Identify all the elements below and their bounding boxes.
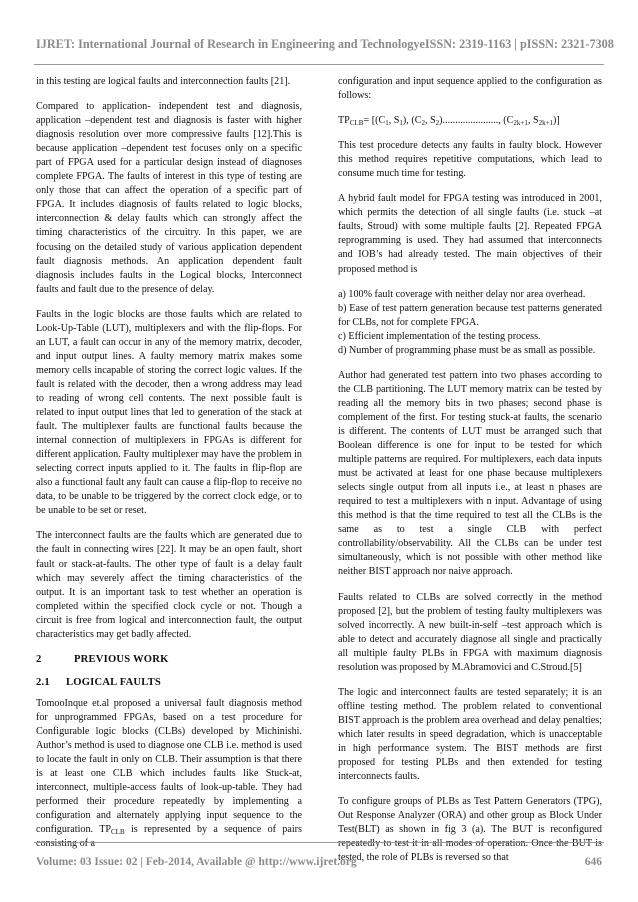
section-heading <box>36 653 302 666</box>
paragraph: Faults in the logic blocks are those faults which are related to Look-Up-Table (LUT), multiplexers and with the flip-flops. For an LUT, a fault can occur in any of the memory matrix, decoder, and input output lines. A faulty memory matrix makes some memory cells incapable of storing the correct logic values. If the fault is related with the decoder, then a wrong address may lead to reading of wrong cell contents. The next possible fault is related to input output lines that led to generation of the stack at fault. The multiplexer faults are functional faults because the internal connection of multiplexers in FPGAs is different for different application. Faulty multiplexer may have the problem in selecting correct inputs applied to it. The faults in flip-flop are also a functional fault any fault can cause a flip-flop to receive no data, to be unable to be triggered by the correct clock edge, or to be unable to be set or reset. <box>36 308 302 517</box>
volume-info: Volume: 03 Issue: 02 | Feb-2014, Available @ http://www.ijret.org <box>36 856 357 868</box>
issn-info: eISSN: 2319-1163 | pISSN: 2321-7308 <box>419 37 614 51</box>
paragraph: This test procedure detects any faults in faulty block. However this method requires repetitive computations, which lead to consume much time for testing. <box>338 140 602 180</box>
paragraph: Author had generated test pattern into two phases according to the CLB partitioning. The LUT memory matrix can be tested by reading all the memory bits in two phases; second phase is complement of the first. For testing stuck-at faults, the scenario is different. The contents of LUT must be arranged such that Boolean difference is one for input to be tested for which multiple patterns are required. For multiplexers, each data inputs must be activated at least for one phase because multiplexers selects single output from all inputs i.e., at least n phases are required to test a multiplexers with n input. Advantage of using this method is that the time required to test all the CLBs is the same as to test a single CLB with perfect controllability/observability. All the CLBs can be under test simultaneously, which is not possible with other method like neither BIST approach nor naive approach. <box>338 369 602 578</box>
section-title: PREVIOUS WORK <box>74 653 169 665</box>
paragraph: in this testing are logical faults and interconnection faults [21]. <box>36 76 291 87</box>
section-number: 2 <box>36 653 42 665</box>
page-number: 646 <box>584 856 602 868</box>
test-procedure-formula: $TP_{CLB}= [(C_1$, $S_1$), ($C_2$, $S_2$)......................, ($C_{2k+1}$, $S_{2k+1}$)] <box>338 115 560 128</box>
paragraph: configuration and input sequence applied to the configuration as follows: <box>338 76 602 102</box>
paragraph: The interconnect faults are the faults which are generated due to the fault in connecting wires [22]. It may be an open fault, short fault or stack-at-faults. The other type of fault is a delay fault which may severely affect the timing characteristics of the output. It is an important task to test whether an operation is completed within the specified clock cycle or not. Though a circuit is free from logical and interconnection fault, the output characteristics may get badly affected. <box>36 530 302 640</box>
objective-item: d) Number of programming phase must be as small as possible. <box>338 344 596 356</box>
objective-item: a) 100% fault coverage with neither delay nor area overhead. <box>338 288 586 300</box>
paragraph: Faults related to CLBs are solved correctly in the method proposed [2], but the problem of testing faulty multiplexers was solved incorrectly. A new built-in-self –test approach which is able to detect and accurately diagnose all single and practically all multiple faulty PLBs in FPGA with maximum diagnosis resolution was proposed by M.Abramovici and C.Stroud.[5] <box>338 591 602 673</box>
objective-item: c) Efficient implementation of the testing process. <box>338 330 541 342</box>
objective-item: b) Ease of test pattern generation because test patterns generated for CLBs, not for complete FPGA. <box>338 302 602 328</box>
subsection-heading <box>36 676 302 689</box>
footer-rule <box>34 842 604 843</box>
running-footer <box>36 856 602 868</box>
paragraph: A hybrid fault model for FPGA testing was introduced in 2001, which permits the detection of all single faults (i.e. stuck –at faults, Stroud) with some multiple faults [2]. Repeated FPGA reprogramming is used. They had assumed that interconnects and IOB’s had already tested. The main objectives of their proposed method is <box>338 193 602 275</box>
paragraph: The logic and interconnect faults are tested separately; it is an offline testing method. The problem related to conventional BIST approach is the problem area overhead and delay penalties; which later results in speed degradation, which is unacceptable in high performance system. The BIST methods are first proposed for testing PLBs and then extended for testing interconnects faults. <box>338 686 602 783</box>
paragraph: TomooInque et.al proposed a universal fault diagnosis method for unprogrammed FPGAs, based on a test procedure for Configurable logic blocks (CLBs) developed by Michinishi. Author’s method is used to diagnose one CLB i.e. method is used to locate the fault in only on CLB. Their assumption is that there is at least one CLB which includes faults like Stuck-at, interconnect, multiple-access faults of look-up-table. They had performed their procedure repeatedly by implementing a configuration and alternately applying input sequence to the configuration. $TP_{CLB}$ is represented by a sequence of pairs consisting of a <box>36 697 302 850</box>
paragraph: To configure groups of PLBs as Test Pattern Generators (TPG), Out Response Analyzer (ORA) and other group as Block Under Test(BLT) as shown in fig 3 (a). The BUT is reconfigured repeatedly to test it in all modes of operation. Once the BUT is tested, the role of PLBs is reversed so that <box>338 796 602 864</box>
running-header <box>36 37 614 52</box>
right-column <box>338 75 602 865</box>
header-rule <box>34 64 604 65</box>
paragraph: Compared to application- independent test and diagnosis, application –dependent test and diagnosis is faster with higher diagnosis resolution over more compressive faults [12].This is because application –dependent test focuses only on a specific part of FPGA used for a particular design instead of diagnoses complete FPGA. The faults of interest in this type of testing are only those that can affect the operation of a specific part of FPGA. It includes diagnosis of faults related to logic blocks, interconnection & delay faults which can strongly affect the timing characteristics of the circuitry. In this paper, we are focusing on the detailed study of various application dependent fault diagnosis methods. An application dependent fault diagnosis includes faults in the Logical blocks, Interconnect faults and fault due to the presence of delay. <box>36 101 302 295</box>
journal-name: IJRET: International Journal of Research in Engineering and Technology <box>36 37 420 51</box>
subsection-title: LOGICAL FAULTS <box>66 676 161 688</box>
subsection-number: 2.1 <box>36 676 50 688</box>
left-column <box>36 75 302 851</box>
